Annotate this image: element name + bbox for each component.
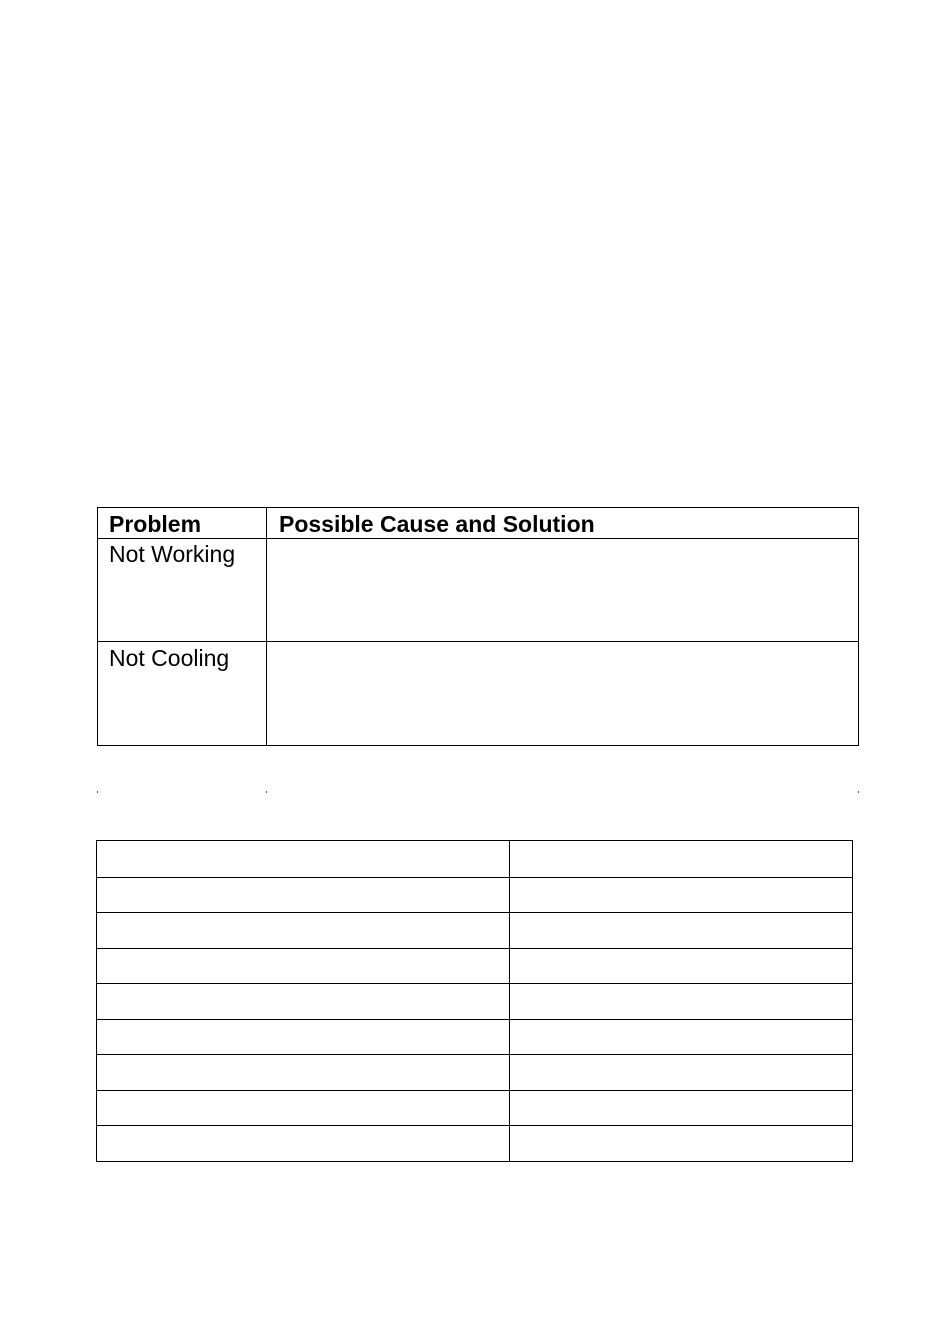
scan-mark [858, 791, 859, 793]
header-divider [98, 538, 858, 539]
column-divider [266, 508, 267, 745]
grid-row-divider [97, 1090, 852, 1091]
scan-mark [97, 791, 98, 793]
grid-row-divider [97, 948, 852, 949]
grid-row-divider [97, 1125, 852, 1126]
grid-row-divider [97, 1019, 852, 1020]
problem-not-cooling: Not Cooling [109, 645, 230, 671]
problem-column-header: Problem [109, 511, 202, 537]
problem-not-working: Not Working [109, 541, 236, 567]
scan-mark [266, 791, 267, 793]
cause-column-header: Possible Cause and Solution [279, 511, 595, 537]
row-divider [98, 641, 858, 642]
grid-column-divider [509, 841, 510, 1161]
grid-row-divider [97, 877, 852, 878]
empty-grid-table [96, 840, 853, 1162]
grid-row-divider [97, 983, 852, 984]
grid-row-divider [97, 912, 852, 913]
grid-row-divider [97, 1054, 852, 1055]
troubleshooting-table [97, 507, 859, 746]
